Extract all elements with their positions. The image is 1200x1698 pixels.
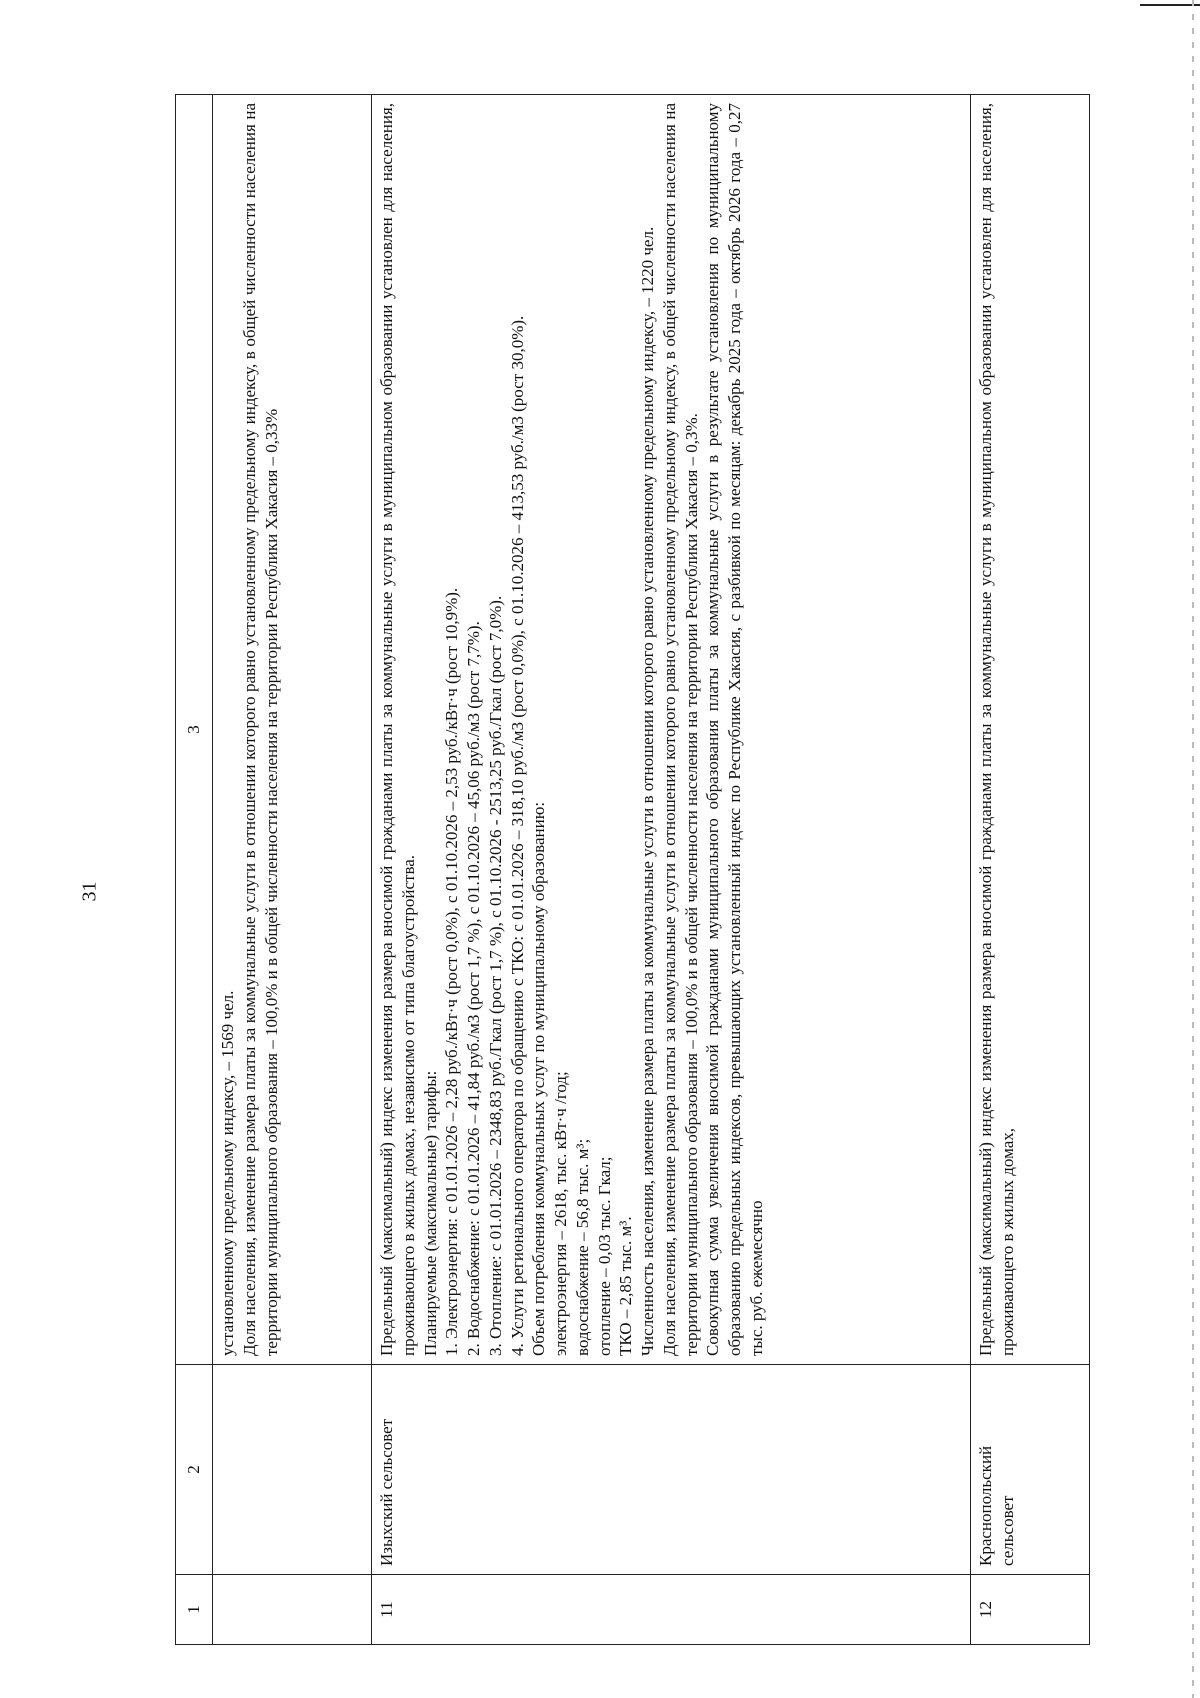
table-row (213, 95, 372, 1645)
row-description (372, 95, 971, 1365)
text-line: 2. Водоснабжение: с 01.01.2026 – 41,84 руб./м3 (рост 1,7 %), с 01.10.2026 – 45,06 руб./м3 (рост 7,7%). (464, 621, 483, 1356)
table-row (372, 95, 971, 1645)
text-line: Объем потребления коммунальных услуг по муниципальному образованию: (529, 801, 549, 1356)
text-line: 4. Услуги регионального оператора по обращению с ТКО: с 01.01.2026 – 318,10 руб./м3 (рост 0,0%), с 01.10.2026 – 413,53 руб./м3 (рост 30,0%). (507, 315, 527, 1356)
municipality-name: Изыхский сельсовет (372, 1365, 971, 1575)
row-number (213, 1575, 372, 1645)
header-col-3: 3 (176, 95, 213, 1365)
tariff-table (175, 94, 1090, 1645)
rotated-table-wrapper (175, 95, 1105, 1645)
text-line: Доля населения, изменение размера платы за коммунальные услуги в отношении которого равно установленному предельному индексу, в общей численности населения на территории муниципального образования – 100,0% и в общей численности населения на территории Республики Хакасия – 0,3%. (659, 103, 701, 1356)
text-line: 1. Электроэнергия: с 01.01.2026 – 2,28 руб./кВт·ч (рост 0,0%), с 01.10.2026 – 2,53 руб./кВт·ч (рост 10,9%). (442, 587, 462, 1356)
text-line: ТКО – 2,85 тыс. м³. (616, 1216, 636, 1356)
text-line: 3. Отопление: с 01.01.2026 – 2348,83 руб./Гкал (рост 1,7 %), с 01.10.2026 - 2513,25 руб./Гкал (рост 7,0%). (485, 595, 505, 1356)
row-description (971, 95, 1090, 1365)
scan-edge-mark (1140, 4, 1200, 6)
header-col-2: 2 (176, 1365, 213, 1575)
text-line: отопление – 0,03 тыс. Гкал; (594, 1156, 614, 1356)
text-line: электроэнергия – 2618, тыс. кВт·ч /год; (551, 1071, 570, 1356)
table-row (971, 95, 1090, 1645)
text-line: Планируемые (максимальные) тарифы: (420, 1070, 440, 1356)
row-number: 12 (971, 1575, 1090, 1645)
text-line: установленному предельному индексу, – 1569 чел. (218, 990, 237, 1356)
text-line: Предельный (максимальный) индекс изменения размера вносимой гражданами платы за коммунальные услуги в муниципальном образовании установлен для населения, проживающего в жилых домах, независимо от типа благоустройства. (377, 103, 418, 1356)
scan-edge-shadow (1192, 0, 1194, 1698)
municipality-name (213, 1365, 372, 1575)
rotated-table-canvas (175, 95, 1105, 1645)
row-number: 11 (372, 1575, 971, 1645)
text-line: Численность населения, изменение размера платы за коммунальные услуги в отношении которого равно установленному предельному индексу, – 1220 чел. (638, 226, 657, 1356)
text-line: Предельный (максимальный) индекс изменения размера вносимой гражданами платы за коммунальные услуги в муниципальном образовании установлен для населения, проживающего в жилых домах, (976, 103, 1017, 1356)
header-col-1: 1 (176, 1575, 213, 1645)
header-row (176, 95, 213, 1645)
text-line: Совокупная сумма увеличения вносимой гражданами муниципального образования платы за коммунальные услуги в результате установления по муниципальному образованию предельных индексов, превышающих установленный индекс по Республике Хакасия, с разбивкой по месяцам: декабрь 2025 года – октябрь 2026 года – 0,27 тыс. руб. ежемесячно (703, 103, 766, 1356)
row-description (213, 95, 372, 1365)
text-line: водоснабжение – 56,8 тыс. м³; (572, 1138, 592, 1356)
page-number: 31 (78, 881, 101, 902)
text-line: Доля населения, изменение размера платы за коммунальные услуги в отношении которого равно установленному предельному индексу, в общей численности населения на территории муниципального образования – 100,0% и в общей численности населения на территории Республики Хакасия – 0,33% (239, 103, 281, 1356)
municipality-name: Краснопольский сельсовет (971, 1365, 1090, 1575)
